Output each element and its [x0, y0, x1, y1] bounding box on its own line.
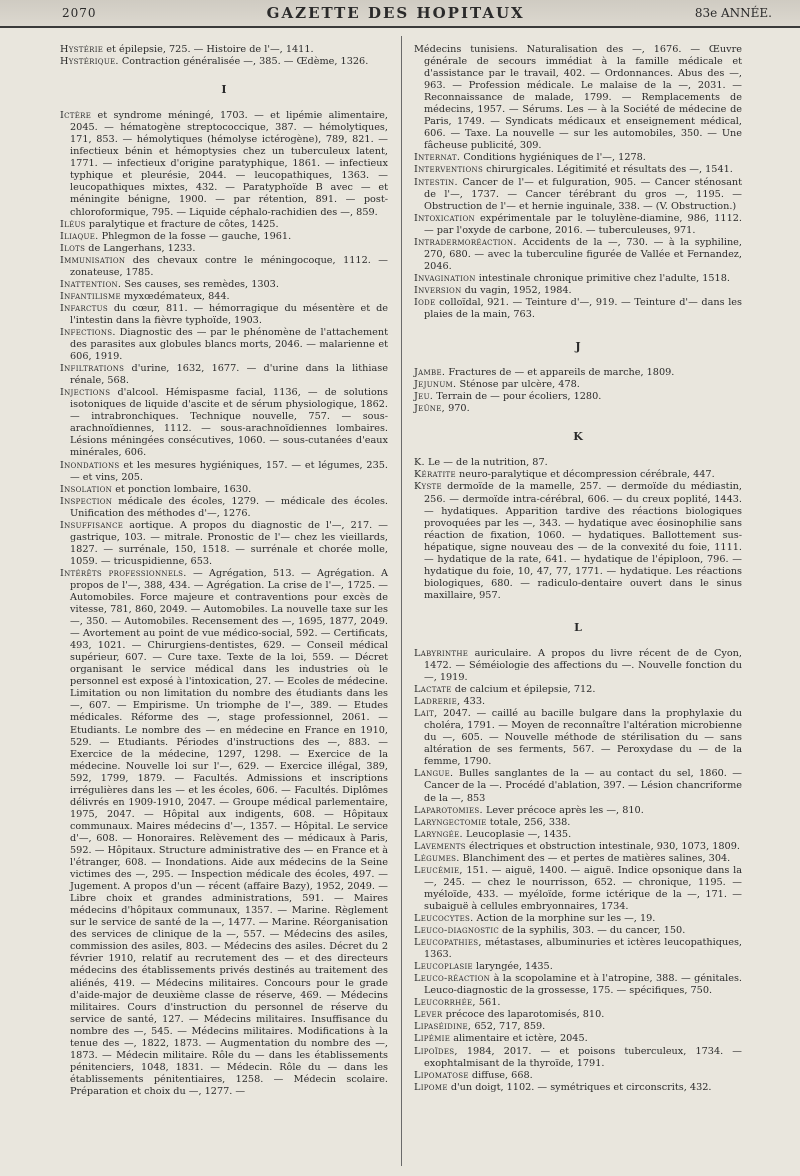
entry-text: et les mesures hygiéniques, 157. — et légumes, 235. — et vins, 205.	[70, 459, 388, 483]
index-entry	[414, 696, 742, 708]
entry-heading: Leuco-diagnostic	[414, 925, 500, 937]
entry-text: Cancer de l'— et fulguration, 905. — Cancer sténosant de l'—, 1737. — Cancer térébrant du gros —, 1195. — Obstruction de l'— et hernie inguinale, 338. — (V. Obstruction.)	[424, 176, 742, 212]
section-letter: I	[221, 83, 227, 97]
entry-heading: Labyrinthe	[414, 647, 469, 659]
entry-heading: Inversion	[414, 284, 462, 296]
entry-text: de Langerhans, 1233.	[85, 242, 196, 254]
entry-heading: Lactate	[414, 684, 452, 696]
index-entry	[60, 496, 388, 520]
index-entry	[414, 152, 742, 164]
entry-heading: Immunisation	[60, 254, 126, 266]
entry-text: du vagin, 1952, 1984.	[461, 284, 572, 296]
entry-text: Le — de la nutrition, 87.	[424, 457, 548, 469]
index-entry	[60, 110, 388, 218]
index-entry	[60, 387, 388, 459]
entry-text: Bulles sanglantes de la — au contact du sel, 1860. — Cancer de la —. Procédé d'ablation, 397. — Lésion chancriforme de la —, 853	[424, 768, 742, 804]
entry-text: Accidents de la —, 730. — à la syphiline, 270, 680. — avec la tuberculine figurée de Vallée et Fernandez, 2046.	[424, 236, 742, 272]
index-entry	[60, 363, 388, 387]
index-entry	[414, 237, 742, 273]
index-entry	[414, 1033, 742, 1045]
index-entry	[414, 684, 742, 696]
entry-text: du cœur, 811. — hémorragique du mésentère et de l'intestin dans la fièvre typhoïde, 1903.	[70, 302, 388, 326]
entry-heading: Leucémie,	[414, 864, 463, 876]
index-entry	[414, 44, 742, 152]
entry-heading: Intradermoréaction.	[414, 236, 517, 248]
index-entry	[414, 997, 742, 1009]
entry-text: 433.	[460, 696, 486, 708]
entry-text: intestinale chronique primitive chez l'adulte, 1518.	[475, 272, 730, 284]
entry-text: myxœdémateux, 844.	[120, 290, 230, 302]
entry-text: Leucoplasie —, 1435.	[462, 828, 572, 840]
entry-heading: Jeûne,	[414, 403, 446, 415]
entry-text: et épilepsie, 725. — Histoire de l'—, 1411.	[103, 44, 314, 55]
index-entry	[414, 1070, 742, 1082]
index-entry	[60, 44, 388, 56]
index-entry	[60, 255, 388, 279]
entry-text: Contraction généralisée —, 385. — Œdème, 1326.	[118, 56, 369, 68]
index-entry	[414, 391, 742, 403]
entry-text: médicale des écoles, 1279. — médicale des écoles. Unification des méthodes d'—, 1276.	[70, 495, 388, 519]
index-entry	[414, 213, 742, 237]
entry-text: et syndrome méningé, 1703. — et lipémie alimentaire, 2045. — hématogène streptococcique, 387. — hémolytiques, 171, 853. — hémolytiques (hémolyse ictérogène), 789, 821. — infectieux bénin et hémoptysies chez un tuberculeux latent, 1771. — infectieux d'origine paratyphique, 1861. — infectieux typhique et pleurésie, 2044. — leucopathiques, 1363. — leucopathiques mixtes, 432. — Paratyphoïde B avec — et méningite bénigne, 1900. — par rétention, 891. — post-chloroformique, 795. — Liquide céphalo-rachidien des —, 859.	[70, 110, 388, 218]
entry-heading: Hystérie	[60, 44, 104, 55]
entry-text: dermoïde de la mamelle, 257. — dermoïde du médiastin, 256. — dermoïde intra-cérébral, 606. — du creux poplité, 1443. — hydatiques. Apparition tardive des réactions biologiques provoquées par les —, 343. — hydatique avec éosinophilie sans réaction de fixation, 1060. — hydatiques. Ballottement sus-hépatique, signe nouveau des — de la convexité du foie, 1111. — hydatique de la rate, 641. — hydatique de l'épiploon, 796. — hydatique du foie, 10, 47, 77, 1771. — hydatique. Les réactions biologiques, 680. — radiculo-dentaire ouvert dans le sinus maxillaire, 957.	[424, 481, 742, 601]
entry-text: précoce des laparotomisés, 810.	[442, 1009, 605, 1021]
entry-heading: Leucopathies,	[414, 937, 482, 949]
index-entry	[414, 973, 742, 997]
index-entry	[414, 937, 742, 961]
entry-text: de la syphilis, 303. — du cancer, 150.	[499, 925, 686, 937]
section-letter: K	[573, 430, 583, 444]
entry-text: auriculaire. A propos du livre récent de de Cyon, 1472. — Séméiologie des affections du —. Nouvelle fonction du —, 1919.	[424, 647, 742, 684]
index-entry	[414, 817, 742, 829]
entry-text: chirurgicales. Légitimité et résultats des —, 1541.	[483, 164, 733, 176]
entry-heading: Inspection	[60, 495, 113, 507]
entry-heading: Hystérique.	[60, 56, 119, 68]
entry-heading: Leuco-réaction	[414, 973, 491, 985]
index-entry	[414, 481, 742, 601]
entry-heading: Jambe.	[414, 367, 446, 379]
entry-heading: Intoxication	[414, 212, 475, 224]
entry-heading: Leucorrhée,	[414, 997, 476, 1009]
page-number: 2070	[62, 6, 97, 20]
entry-text: d'un doigt, 1102. — symétriques et circonscrits, 432.	[447, 1081, 712, 1093]
index-entry	[414, 379, 742, 391]
entry-heading: K.	[414, 457, 425, 469]
index-entry	[414, 648, 742, 684]
entry-heading: Lipoïdes,	[414, 1045, 458, 1057]
index-entry	[60, 291, 388, 303]
entry-heading: Lipomatose	[414, 1069, 469, 1081]
entry-heading: Insolation	[60, 483, 113, 495]
index-entry	[414, 1021, 742, 1033]
entry-heading: Ladrerie,	[414, 696, 461, 708]
entry-text: Diagnostic des — par le phénomène de l'attachement des parasites aux globules blancs morts, 2046. — malarienne et 606, 1919.	[70, 326, 388, 363]
index-entry	[414, 805, 742, 817]
entry-text: des chevaux contre le méningocoque, 1112. — zonateuse, 1785.	[70, 254, 388, 278]
entry-text: et ponction lombaire, 1630.	[112, 483, 252, 495]
entry-text: 561.	[475, 997, 501, 1009]
entry-heading: Kératite	[414, 469, 456, 481]
index-entry	[60, 460, 388, 484]
entry-heading: Ilots	[60, 242, 86, 254]
entry-text: Terrain de — pour écoliers, 1280.	[433, 391, 602, 403]
index-entry	[414, 961, 742, 973]
index-entry	[60, 56, 388, 68]
entry-heading: Infarctus	[60, 302, 108, 314]
entry-heading: Iliaque.	[60, 230, 99, 242]
entry-heading: Ictère	[60, 110, 92, 122]
entry-heading: Interventions	[414, 164, 484, 176]
index-entry	[414, 913, 742, 925]
entry-heading: Leucoplasie	[414, 961, 473, 973]
entry-heading: Lavements	[414, 840, 466, 852]
index-entry	[60, 231, 388, 243]
entry-heading: Internat.	[414, 152, 461, 164]
index-entry	[414, 1009, 742, 1021]
entry-heading: Infantilisme	[60, 290, 121, 302]
entry-text: Lever précoce après les —, 810.	[482, 804, 644, 816]
entry-text: 151. — aiguë, 1400. — aiguë. Indice opsonique dans la —, 245. — chez le nourrisson, 652. — chronique, 1195. — myéloïde, 433. — myéloïde, forme ictérique de la —, 171. — subaiguë à cellules embryonnaires, 1734.	[424, 864, 742, 912]
section-letter: J	[575, 340, 581, 354]
entry-text: Fractures de — et appareils de marche, 1809.	[445, 367, 675, 379]
entry-heading: Leucocytes.	[414, 913, 474, 924]
entry-text: 1984, 2017. — et poisons tuberculeux, 1734. — exophtalmisant de la thyroïde, 1791.	[424, 1045, 742, 1069]
entry-text: aortique. A propos du diagnostic de l'—, 217. — gastrique, 103. — mitrale. Pronostic de l'— chez les vieillards, 1827. — surrénale, 150, 1518. — surrénale et chorée molle, 1059. — tricuspidienne, 653.	[70, 519, 388, 567]
entry-text: Médecins tunisiens. Naturalisation des —, 1676. — Œuvre générale de secours immédiat à la famille médicale et d'assistance par le travail, 402. — Ordonnances. Abus des —, 963. — Profession médicale. Le malaise de la —, 2031. — Reconnaissance de malade, 1799. — Remplacements de médecins, 1957. — Sérums. Les — à la Société de médecine de Paris, 1749. — Syndicats médicaux et enseignement médical, 606. — Taxe. La nouvelle — sur les automobiles, 350. — Une fâcheuse publicité, 309.	[414, 44, 742, 152]
entry-heading: Infiltrations	[60, 363, 125, 375]
index-entry	[414, 164, 742, 176]
index-entry	[414, 865, 742, 913]
index-entry	[60, 219, 388, 231]
entry-heading: Laparotomies.	[414, 804, 483, 816]
entry-text: neuro-paralytique et décompression cérébrale, 447.	[455, 469, 715, 481]
journal-title: GAZETTE DES HOPITAUX	[266, 4, 525, 22]
entry-text: métastases, albuminuries et ictères leucopathiques, 1363.	[424, 937, 742, 961]
left-column	[60, 44, 388, 1098]
entry-text: de calcium et épilepsie, 712.	[451, 684, 596, 696]
entry-heading: Insuffisance	[60, 519, 124, 531]
entry-text: — Agrégation, 513. — Agrégation. A propos de l'—, 388, 434. — Agrégation. La crise de l'—, 1725. — Automobiles. Force majeure et contraventions pour excès de vitesse, 781, 860, 2049. — Automobiles. La nouvelle taxe sur les —, 350. — Automobiles. Recensement des —, 1695, 1877, 2049. — Avortement au point de vue médico-social, 592. — Certificats, 493, 1021. — Chirurgiens-dentistes, 629. — Conseil médical supérieur, 607. — Cure taxe. Texte de la loi, 559. — Décret organisant le service médical dans les industries où le personnel est exposé à l'intoxication, 27. — Ecoles de médecine. Limitation ou non limitation du nombre des étudiants dans les —, 607. — Empirisme. Un triomphe de l'—, 389. — Etudes médicales. Réforme des —, stage professionnel, 2061. — Etudiants. Le nombre des — en médecine en France en 1910, 529. — Etudiants. Périodes d'instructions des —, 883. — Exercice de la médecine, 1297, 1298. — Exercice de la médecine. Nouvelle loi sur l'—, 629. — Exercice illégal, 389, 592, 1799, 1879. — Facultés. Admissions et inscriptions irrégulières dans les — et les écoles, 606. — Facultés. Diplômes délivrés en 1909-1910, 2047. — Groupe médical parlementaire, 1975, 2047. — Hôpital aux indigents, 608. — Hôpitaux communaux. Maires médecins d'—, 1357. — Hôpital. Le service d'—, 608. — Honoraires. Relèvement des — médicaux à Paris, 592. — Hôpitaux. Structure administrative des — en France et à l'étranger, 608. — Inondations. Aide aux médecins de la Seine victimes des —, 295. — Inspection médicale des écoles, 497. — Jugement. A propos d'un — récent (affaire Bazy), 1952, 2049. — Libre choix et grandes administrations, 591. — Maires médecins d'hôpitaux communaux, 1357. — Marine. Règlement sur le service de santé de la —, 1477. — Marine. Réorganisation des services de clinique de la —, 557. — Médecins des asiles, commission des asiles, 803. — Médecins des asiles. Décret du 2 février 1910, relatif au recrutement des — et des directeurs médecins des établissements privés destinés au traitement des aliénés, 419. — Médecins militaires. Concours pour le grade d'aide-major de deuxième classe de réserve, 469. — Médecins militaires. Cours d'instruction du personnel de réserve du service de santé, 127. — Médecins militaires. Insuffisance du nombre des —, 545. — Médecins militaires. Modifications à la tenue des —, 1822, 1873. — Augmentation du nombre des —, 1873. — Médecin militaire. Rôle du — dans les établissements pénitenciers, 1048, 1831. — Médecin. Rôle du — dans les établissements pénitentiaires, 1258. — Médecin scolaire. Préparation et choix du —, 1277. —	[70, 567, 388, 1097]
entry-text: électriques et obstruction intestinale, 930, 1073, 1809.	[465, 840, 740, 852]
index-entry	[414, 457, 742, 469]
index-entry	[414, 177, 742, 213]
index-entry	[414, 829, 742, 841]
index-entry	[60, 327, 388, 363]
entry-text: expérimentale par le toluylène-diamine, 986, 1112. — par l'oxyde de carbone, 2016. — tuberculeuses, 971.	[424, 212, 742, 236]
entry-heading: Inondations	[60, 459, 120, 471]
entry-text: 970.	[445, 403, 470, 415]
column-divider	[401, 36, 402, 1166]
entry-heading: Jejunum.	[414, 379, 457, 391]
section-letter: L	[574, 620, 582, 634]
index-entry	[60, 520, 388, 568]
right-column	[414, 44, 742, 1094]
entry-text: alimentaire et ictère, 2045.	[450, 1033, 588, 1045]
entry-heading: Intestin.	[414, 176, 458, 188]
entry-text: d'alcool. Hémispasme facial, 1136, — de solutions isotoniques de liquide d'ascite et de sérum physiologique, 1862. — intrabronchiques. Technique nouvelle, 757. — sous-arachnoïdiennes, 1112. — sous-arachnoïdiennes lombaires. Lésions méningées consécutives, 1060. — sous-cutanées d'eaux minérales, 606.	[70, 387, 388, 459]
index-entry	[414, 285, 742, 297]
year-label: 83e ANNÉE.	[694, 6, 772, 20]
entry-text: Phlegmon de la fosse — gauche, 1961.	[98, 230, 292, 242]
index-entry	[60, 243, 388, 255]
index-entry	[414, 1082, 742, 1094]
entry-text: paralytique et fracture de côtes, 1425.	[85, 218, 279, 230]
entry-text: totale, 256, 338.	[486, 816, 571, 828]
entry-text: Action de la morphine sur les —, 19.	[473, 913, 656, 924]
entry-heading: Jeu.	[414, 391, 434, 403]
entry-heading: Lipaséidine,	[414, 1021, 472, 1033]
entry-text: Sténose par ulcère, 478.	[456, 379, 580, 391]
entry-heading: Légumes.	[414, 852, 460, 864]
index-entry	[414, 367, 742, 379]
entry-text: Conditions hygiéniques de l'—, 1278.	[460, 152, 646, 164]
index-entry	[414, 297, 742, 321]
index-entry	[414, 403, 742, 415]
entry-text: 652, 717, 859.	[471, 1021, 546, 1033]
index-entry	[414, 469, 742, 481]
entry-heading: Iléus	[60, 218, 86, 230]
entry-heading: Lait,	[414, 708, 438, 720]
entry-text: diffuse, 668.	[468, 1069, 533, 1081]
entry-heading: Iode	[414, 296, 436, 308]
index-entry	[414, 708, 742, 768]
entry-text: Blanchiment des — et pertes de matières salines, 304.	[459, 852, 731, 864]
entry-text: d'urine, 1632, 1677. — d'urine dans la lithiase rénale, 568.	[70, 363, 388, 387]
entry-heading: Lipome	[414, 1081, 448, 1093]
entry-text: Ses causes, ses remèdes, 1303.	[121, 278, 279, 290]
entry-heading: Invagination	[414, 272, 476, 284]
entry-heading: Laryngectomie	[414, 816, 487, 828]
index-entry	[60, 568, 388, 1098]
entry-heading: Injections	[60, 387, 111, 399]
index-entry	[414, 1046, 742, 1070]
entry-text: 2047. — caillé au bacille bulgare dans la prophylaxie du choléra, 1791. — Moyen de reconnaître l'altération microbienne du —, 605. — Nouvelle méthode de stérilisation du — sans altération de ses ferments, 567. — Peroxydase du — de la femme, 1790.	[424, 708, 742, 768]
entry-heading: Infections.	[60, 326, 116, 338]
index-entry	[60, 303, 388, 327]
entry-heading: Inattention.	[60, 278, 122, 290]
entry-heading: Laryngée.	[414, 828, 463, 840]
index-entry	[414, 768, 742, 804]
entry-heading: Intérêts professionnels.	[60, 567, 187, 579]
index-entry	[414, 273, 742, 285]
index-entry	[414, 925, 742, 937]
index-entry	[414, 841, 742, 853]
entry-text: colloïdal, 921. — Teinture d'—, 919. — Teinture d'— dans les plaies de la main, 763.	[424, 296, 742, 321]
index-entry	[414, 853, 742, 865]
entry-text: laryngée, 1435.	[472, 961, 553, 973]
entry-heading: Kyste	[414, 481, 442, 493]
index-entry	[60, 484, 388, 496]
entry-heading: Lever	[414, 1009, 443, 1021]
page-header	[0, 0, 800, 28]
entry-text: à la scopolamine et à l'atropine, 388. — génitales. Leuco-diagnostic de la grossesse, 175. — spécifiques, 750.	[424, 973, 742, 997]
entry-heading: Langue.	[414, 768, 454, 780]
index-entry	[60, 279, 388, 291]
entry-heading: Lipémie	[414, 1033, 451, 1045]
